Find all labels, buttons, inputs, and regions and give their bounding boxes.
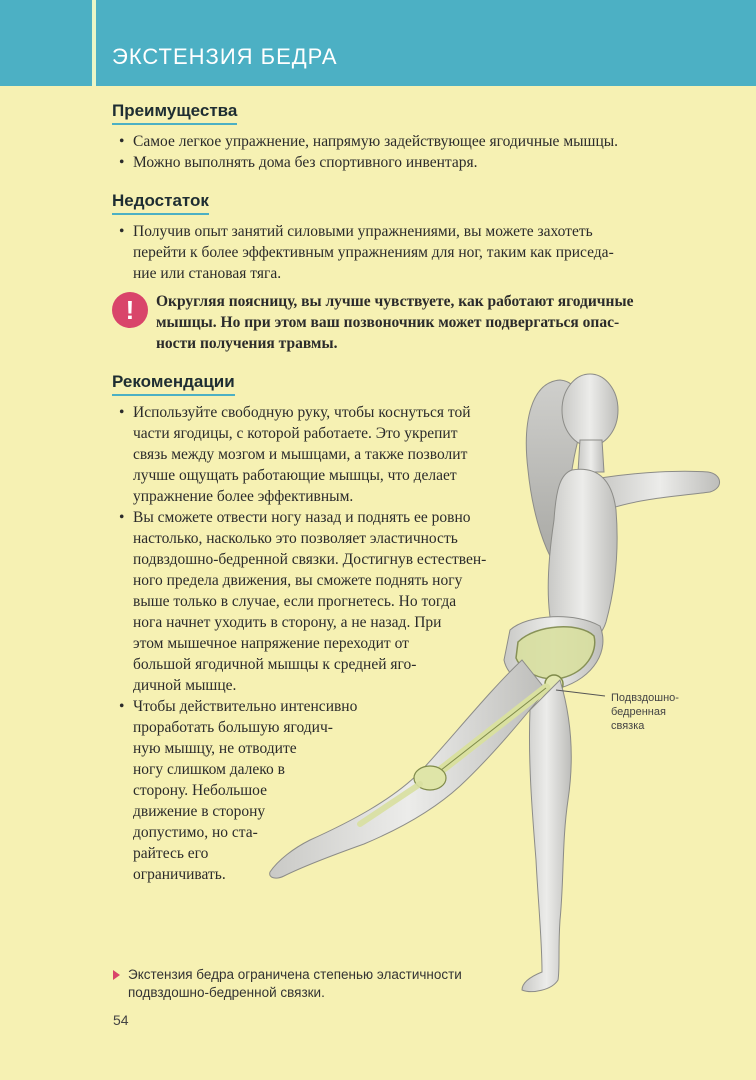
- text-line: сторону. Небольшое: [133, 782, 268, 799]
- text-line: упражнение более эффективным.: [133, 488, 354, 505]
- text-line: допустимо, но ста-: [133, 824, 258, 841]
- exclamation-icon: !: [112, 292, 148, 328]
- recommendations-heading: Рекомендации: [112, 372, 235, 396]
- text-line: выше только в случае, если прогнетесь. Но тогда: [133, 593, 457, 610]
- text-line: настолько, насколько это позволяет эластичность: [133, 530, 458, 547]
- text-line: большой ягодичной мышцы к средней яго-: [133, 656, 417, 673]
- text-line: • Получив опыт занятий силовыми упражнениями, вы можете захотеть: [133, 223, 593, 240]
- text-line: мышцы. Но при этом ваш позвоночник может подвергаться опас-: [156, 314, 620, 331]
- text-line: ние или становая тяга.: [133, 265, 282, 282]
- text-line: подвздошно-бедренной связки.: [128, 985, 325, 1000]
- ligament-callout: [611, 691, 711, 733]
- text-line: • Используйте свободную руку, чтобы коснуться той: [133, 404, 471, 421]
- text-line: проработать большую ягодич-: [133, 719, 333, 736]
- section-header: [0, 0, 756, 86]
- text-line: движение в сторону: [133, 803, 266, 820]
- list-item: [119, 696, 559, 885]
- page-number: 54: [113, 1012, 129, 1028]
- text-line: • Чтобы действительно интенсивно: [133, 698, 358, 715]
- text-line: дичной мышце.: [133, 677, 237, 694]
- advantages-heading: Преимущества: [112, 101, 237, 125]
- text-line: части ягодицы, с которой работаете. Это укрепит: [133, 425, 458, 442]
- text-line: связка: [611, 720, 645, 732]
- text-line: ности получения травмы.: [156, 335, 338, 352]
- text-line: подвздошно-бедренной связки. Достигнув естествен-: [133, 551, 487, 568]
- text-line: этом мышечное напряжение переходит от: [133, 635, 409, 652]
- text-line: Округляя поясницу, вы лучше чувствуете, как работают ягодичные: [156, 293, 634, 310]
- text-line: ного предела движения, вы сможете поднять ногу: [133, 572, 463, 589]
- section-title: ЭКСТЕНЗИЯ БЕДРА: [112, 44, 338, 69]
- list-item: [119, 402, 559, 507]
- list-item: • Можно выполнять дома без спортивного инвентаря.: [119, 152, 719, 173]
- figure-caption: [128, 966, 518, 1002]
- advantages-list: [119, 131, 719, 173]
- header-accent-bar: [92, 0, 96, 86]
- text-line: Подвздошно-: [611, 692, 679, 704]
- text-line: нога начнет уходить в сторону, а не назад. При: [133, 614, 442, 631]
- caption-triangle-icon: [113, 970, 120, 980]
- disadvantage-heading: Недостаток: [112, 191, 209, 215]
- text-line: лучше ощущать работающие мышцы, что делает: [133, 467, 457, 484]
- recommendations-list: [119, 402, 559, 885]
- text-line: ограничивать.: [133, 866, 226, 883]
- list-item: [119, 507, 559, 696]
- text-line: бедренная: [611, 706, 666, 718]
- list-item: [119, 221, 719, 284]
- text-line: ную мышцу, не отводите: [133, 740, 297, 757]
- text-line: перейти к более эффективным упражнениям для ног, таким как приседа-: [133, 244, 614, 261]
- list-item: • Самое легкое упражнение, напрямую задействующее ягодичные мышцы.: [119, 131, 719, 152]
- text-line: райтесь его: [133, 845, 209, 862]
- text-line: Экстензия бедра ограничена степенью эластичности: [128, 967, 462, 982]
- text-line: связь между мозгом и мышцами, а также позволит: [133, 446, 468, 463]
- disadvantage-list: [119, 221, 719, 284]
- text-line: • Вы сможете отвести ногу назад и поднять ее ровно: [133, 509, 471, 526]
- warning-text: [156, 291, 684, 354]
- text-line: ногу слишком далеко в: [133, 761, 285, 778]
